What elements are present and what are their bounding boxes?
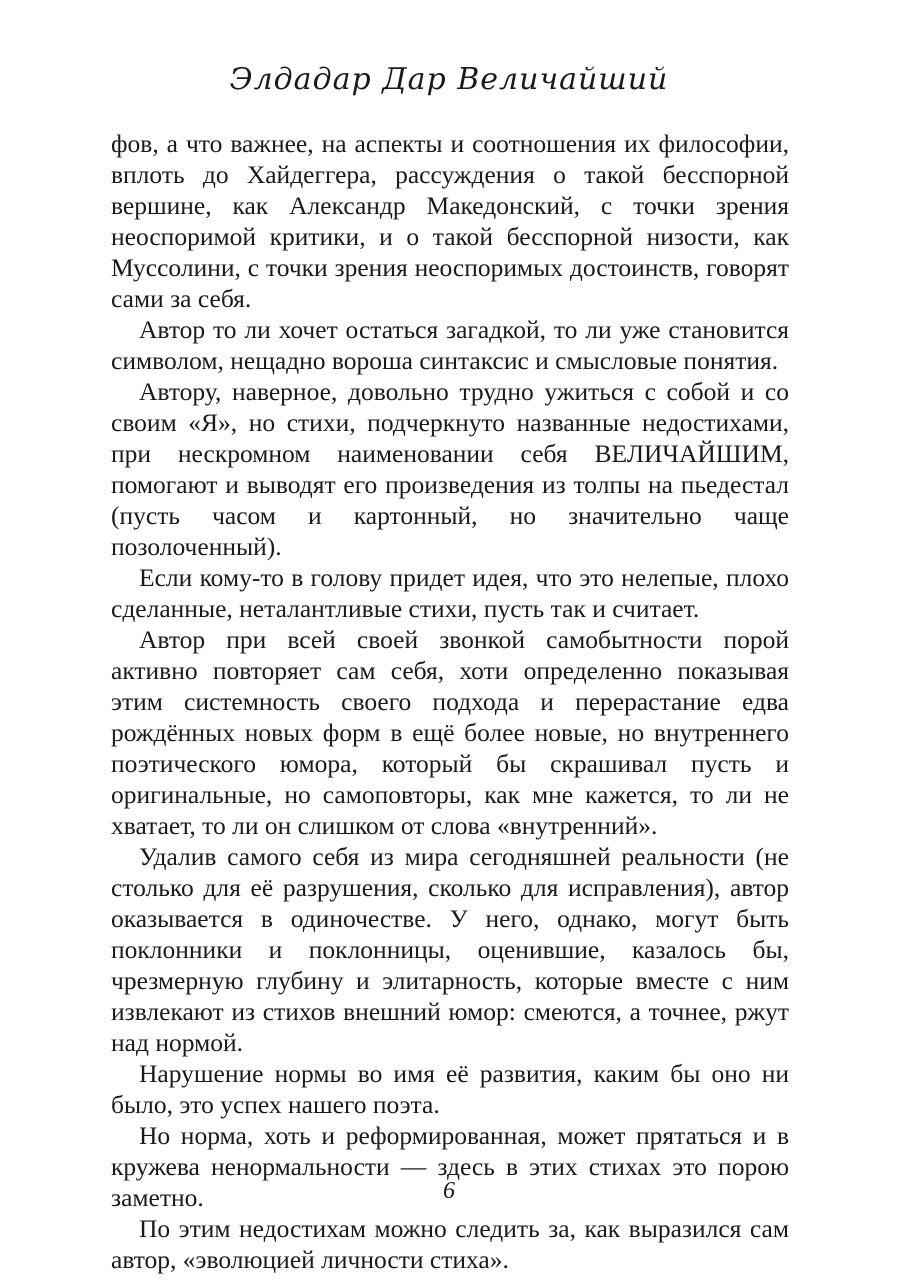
paragraph: Нарушение нормы во имя её развития, каким бы оно ни было, это успех нашего поэта. bbox=[111, 1059, 789, 1119]
paragraph: Удалив самого себя из мира сегодняшней реальности (не столько для её разрушения, сколько для исправления), автор оказывается в одиночестве. У него, однако, могут быть поклонники и поклонницы, оценившие, казалось бы, чрезмерную глубину и элитарность, которые вместе с ним извлекают из стихов внешний юмор: смеются, а точнее, ржут над нормой. bbox=[111, 842, 789, 1057]
paragraph: фов, а что важнее, на аспекты и соотношения их философии, вплоть до Хайдеггера, рассуждения о такой бесспорной вершине, как Александр Македонский, с точки зрения неоспоримой критики, и о такой бесспорной низости, как Муссолини, с точки зрения неоспоримых достоинств, говорят сами за себя. bbox=[111, 129, 789, 313]
paragraph: Автор при всей своей звонкой самобытности порой активно повторяет сам себя, хоти определенно показывая этим системность своего подхода и перерастание едва рождённых новых форм в ещё более новые, но внутреннего поэтического юмора, который бы скрашивал пусть и оригинальные, но самоповторы, как мне кажется, то ли не хватает, то ли он слишком от слова «внутренний». bbox=[111, 625, 789, 840]
paragraph: Автору, наверное, довольно трудно ужиться с собой и со своим «Я», но стихи, подчеркнуто названные недостихами, при нескромном наименовании себя ВЕЛИЧАЙШИМ, помогают и выводят его произведения из толпы на пьедестал (пусть часом и картонный, но значительно чаще позолоченный). bbox=[111, 377, 789, 561]
page-number: 6 bbox=[443, 1178, 455, 1204]
paragraph: По этим недостихам можно следить за, как выразился сам автор, «эволюцией личности стиха». bbox=[111, 1214, 789, 1274]
paragraph: Автор то ли хочет остаться загадкой, то ли уже становится символом, нещадно вороша синтаксис и смысловые понятия. bbox=[111, 315, 789, 375]
running-header: Элдадар Дар Величайший bbox=[229, 62, 669, 97]
paragraph: Но норма, хоть и реформированная, может прятаться и в кружева ненормальности — здесь в этих стихах это порою заметно. bbox=[111, 1121, 789, 1212]
body-text bbox=[111, 128, 789, 1275]
paragraph: Если кому-то в голову придет идея, что это нелепые, плохо сделанные, неталантливые стихи, пусть так и считает. bbox=[111, 563, 789, 623]
